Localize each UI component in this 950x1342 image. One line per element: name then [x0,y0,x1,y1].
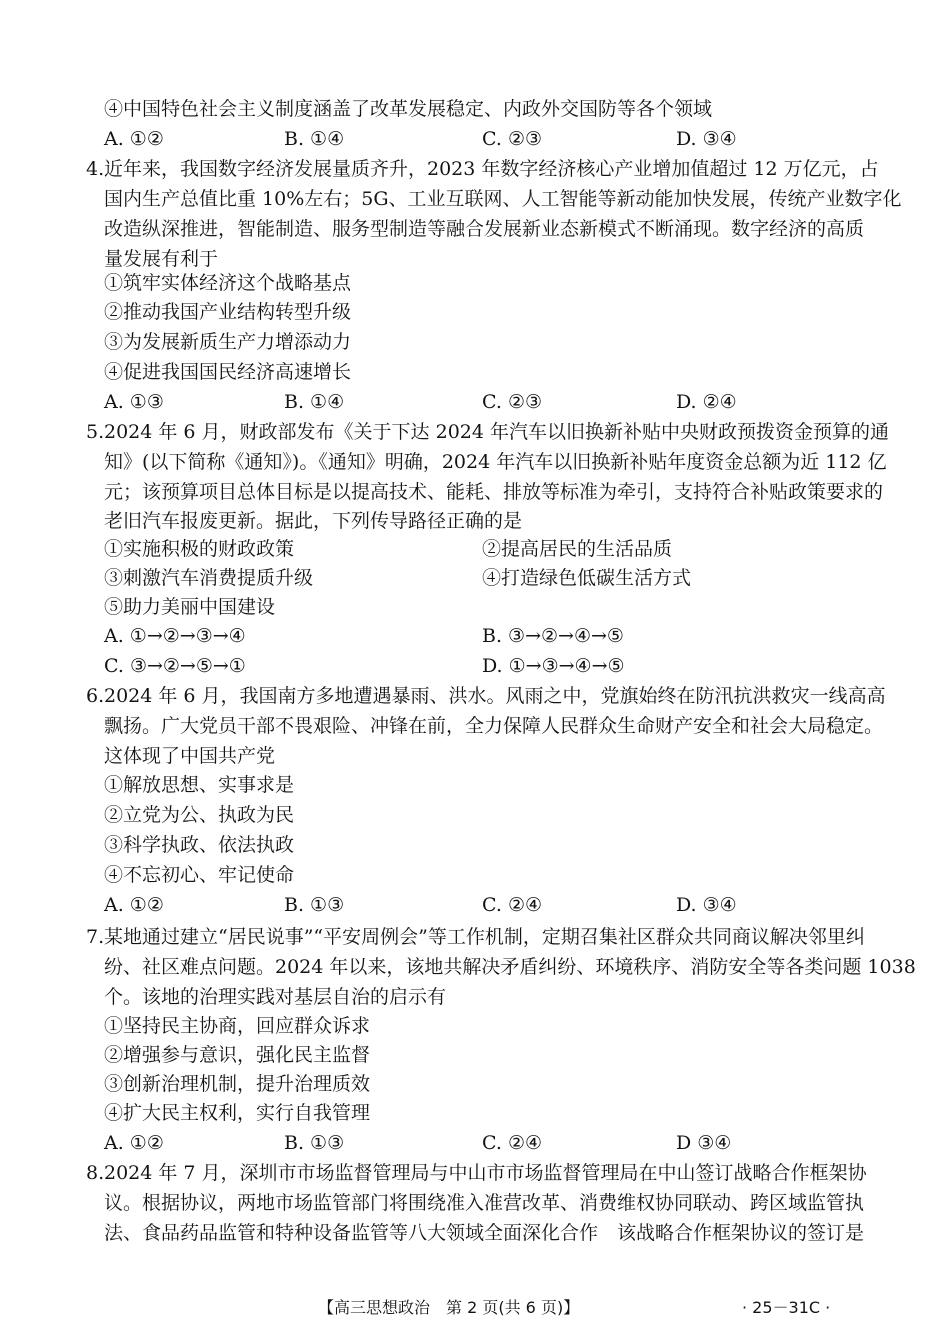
q4-option-a[interactable]: A. ①③ [104,391,164,413]
q6-item-2: ②立党为公、执政为民 [104,804,295,826]
q5-item-4: ④打造绿色低碳生活方式 [482,567,692,589]
page-footer-code: · 25－31C · [742,1298,831,1317]
q4-number: 4. [86,158,105,180]
q7-option-c[interactable]: C. ②④ [482,1132,543,1154]
q5-option-c[interactable]: C. ③→②→⑤→① [104,655,246,677]
q5-item-3: ③刺激汽车消费提质升级 [104,567,314,589]
q7-stem-line: 纷、社区难点问题。2024 年以来，该地共解决矛盾纠纷、环境秩序、消防安全等各类问题 1038 [104,956,916,978]
q8-stem-line: 2024 年 7 月，深圳市市场监督管理局与中山市市场监督管理局在中山签订战略合作框架协 [104,1162,867,1184]
q7-item-4: ④扩大民主权利，实行自我管理 [104,1102,371,1124]
q8-number: 8. [86,1162,105,1184]
q4-stem-line: 改造纵深推进，智能制造、服务型制造等融合发展新业态新模式不断涌现。数字经济的高质 [104,218,865,240]
q5-stem-line: 知》(以下简称《通知》)。《通知》明确，2024 年汽车以旧换新补贴年度资金总额为近 112 亿 [104,451,887,473]
q5-option-b[interactable]: B. ③→②→④→⑤ [482,625,624,647]
q4-item-1: ①筑牢实体经济这个战略基点 [104,272,352,294]
q6-number: 6. [86,685,105,707]
q6-option-c[interactable]: C. ②④ [482,894,543,916]
q4-option-d[interactable]: D. ②④ [676,391,737,413]
q5-number: 5. [86,421,105,443]
q7-item-1: ①坚持民主协商，回应群众诉求 [104,1015,371,1037]
q5-item-2: ②提高居民的生活品质 [482,538,673,560]
q4-item-4: ④促进我国国民经济高速增长 [104,361,352,383]
q7-stem-line: 某地通过建立“居民说事”“平安周例会”等工作机制，定期召集社区群众共同商议解决邻里纠 [104,926,865,948]
q3-option-b[interactable]: B. ①④ [284,128,345,150]
q4-item-2: ②推动我国产业结构转型升级 [104,301,352,323]
q7-item-3: ③创新治理机制，提升治理质效 [104,1073,371,1095]
q7-option-a[interactable]: A. ①② [104,1132,164,1154]
q6-stem-line: 飘扬。广大党员干部不畏艰险、冲锋在前，全力保障人民群众生命财产安全和社会大局稳定。 [104,715,884,737]
q7-item-2: ②增强参与意识，强化民主监督 [104,1044,371,1066]
q7-stem-line: 个。该地的治理实践对基层自治的启示有 [104,986,447,1008]
q5-item-5: ⑤助力美丽中国建设 [104,596,276,618]
q8-stem-line: 议。根据协议，两地市场监管部门将围绕准入准营改革、消费维权协同联动、跨区域监管执 [104,1192,865,1214]
q6-option-d[interactable]: D. ③④ [676,894,737,916]
q4-stem-line: 近年来，我国数字经济发展量质齐升，2023 年数字经济核心产业增加值超过 12 万亿元，占 [104,158,879,180]
q5-stem-line: 元；该预算项目总体目标是以提高技术、能耗、排放等标准为牵引，支持符合补贴政策要求的 [104,481,884,503]
q6-item-3: ③科学执政、依法执政 [104,834,295,856]
q6-stem-line: 2024 年 6 月，我国南方多地遭遇暴雨、洪水。风雨之中，党旗始终在防汛抗洪救灾一线高高 [104,685,886,707]
q7-option-b[interactable]: B. ①③ [284,1132,345,1154]
q4-stem-line: 量发展有利于 [104,248,219,270]
q5-option-d[interactable]: D. ①→③→④→⑤ [482,655,625,677]
q7-number: 7. [86,926,105,948]
q4-option-b[interactable]: B. ①④ [284,391,345,413]
q5-stem-line: 2024 年 6 月，财政部发布《关于下达 2024 年汽车以旧换新补贴中央财政预拨资金预算的通 [104,421,889,443]
q5-item-1: ①实施积极的财政政策 [104,538,295,560]
q4-option-c[interactable]: C. ②③ [482,391,543,413]
q3-option-d[interactable]: D. ③④ [676,128,737,150]
q6-stem-line: 这体现了中国共产党 [104,745,276,767]
q6-option-b[interactable]: B. ①③ [284,894,345,916]
q3-item-4: ④中国特色社会主义制度涵盖了改革发展稳定、内政外交国防等各个领域 [104,98,713,120]
q5-stem-line: 老旧汽车报废更新。据此，下列传导路径正确的是 [104,510,523,532]
q5-option-a[interactable]: A. ①→②→③→④ [104,625,246,647]
q7-option-d[interactable]: D ③④ [676,1132,732,1154]
page-footer-title: 【高三思想政治 第 2 页(共 6 页)】 [318,1298,580,1317]
q4-stem-line: 国内生产总值比重 10%左右；5G、工业互联网、人工智能等新动能加快发展，传统产业数字化 [104,188,902,210]
q6-option-a[interactable]: A. ①② [104,894,164,916]
q4-item-3: ③为发展新质生产力增添动力 [104,331,352,353]
q6-item-1: ①解放思想、实事求是 [104,774,295,796]
q3-option-c[interactable]: C. ②③ [482,128,543,150]
q3-option-a[interactable]: A. ①② [104,128,164,150]
q6-item-4: ④不忘初心、牢记使命 [104,864,295,886]
q8-stem-line: 法、食品药品监管和特种设备监管等八大领域全面深化合作 该战略合作框架协议的签订是 [104,1222,865,1244]
